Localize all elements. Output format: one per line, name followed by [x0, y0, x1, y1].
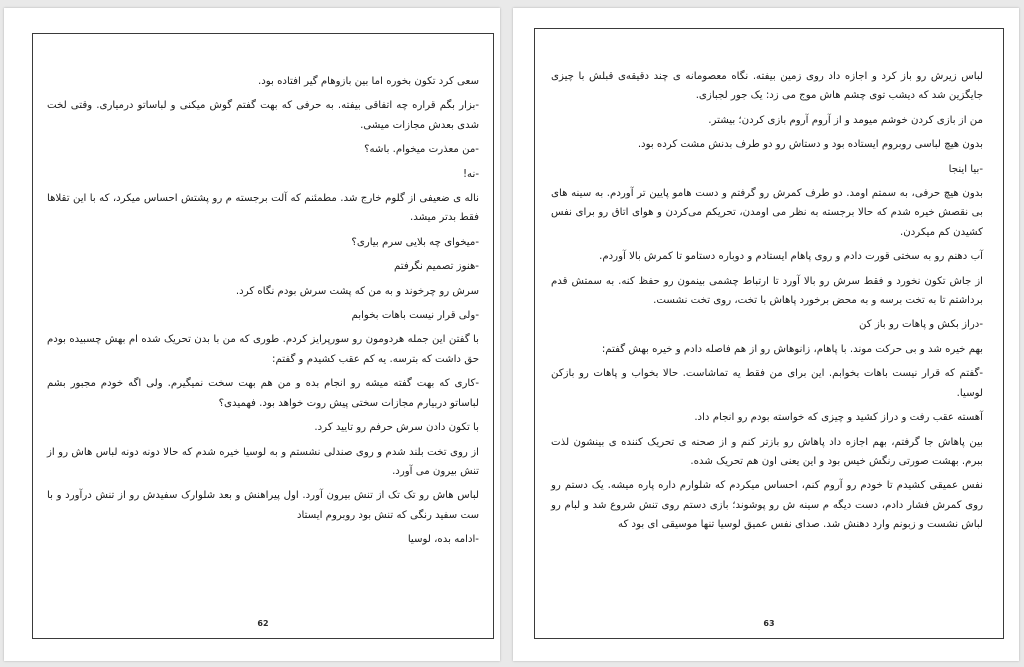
paragraph: لباس هاش رو تک تک از تنش بیرون آورد. اول پیراهنش و بعد شلوارک سفیدش رو از تنش درآورد و با ست سفید رنگی که تنش بود روبروم ایستاد — [47, 490, 479, 521]
paragraph: از روی تخت بلند شدم و روی صندلی نشستم و به لوسیا خیره شدم که حالا دونه دونه لباس هاش رو از تنش بیرون می آورد. — [47, 446, 479, 477]
paragraph: -گفتم که قرار نیست باهات بخوابم. این برای من فقط یه تماشاست. حالا بخواب و پاهات رو بازکن لوسیا. — [551, 368, 983, 399]
left-page-text — [47, 72, 479, 555]
paragraph: با تکون دادن سرش حرفم رو تایید کرد. — [314, 422, 479, 434]
paragraph: لباس زیرش رو باز کرد و اجازه داد روی زمین بیفته. نگاه معصومانه ی چند دقیقه‌ی قبلش با چیزی جایگزین شد که دیشب توی چشم هاش موج می زد: یک جور لجبازی. — [551, 71, 983, 102]
paragraph: بین پاهاش جا گرفتم، بهم اجازه داد پاهاش رو بازتر کنم و از صحنه ی تحریک کننده ی بینشون لذت ببرم. بهشت صورتی رنگش خیس بود و این یعنی اون هم تحریک شده. — [551, 436, 983, 467]
paragraph: بهم خیره شد و بی حرکت موند. با پاهام، زانوهاش رو از هم فاصله دادم و خیره بهش گفتم: — [601, 343, 983, 355]
page-number: 63 — [763, 619, 775, 628]
left-page — [4, 8, 500, 661]
right-page — [513, 8, 1019, 661]
paragraph: آب دهنم رو به سختی قورت دادم و روی پاهام ایستادم و دوباره دستامو تا کمرش بالا آوردم. — [599, 251, 983, 263]
right-page-text — [551, 67, 983, 540]
paragraph: -دراز بکش و پاهات رو باز کن — [859, 319, 983, 331]
page-number: 62 — [257, 619, 269, 628]
paragraph: آهسته عقب رفت و دراز کشید و چیزی که خواسته بودم رو انجام داد. — [694, 412, 983, 424]
paragraph: -بیا اینجا — [948, 163, 983, 175]
left-page-frame — [32, 33, 494, 639]
right-page-frame — [534, 28, 1004, 639]
paragraph: بدون هیچ لباسی روبروم ایستاده بود و دستاش رو دو طرف بدنش مشت کرده بود. — [637, 139, 983, 151]
paragraph: من از بازی کردن خوشم میومد و از آروم آروم بازی کردن؛ بیشتر. — [708, 114, 983, 126]
paragraph: سعی کرد تکون بخوره اما بین بازوهام گیر افتاده بود. — [257, 76, 479, 87]
paragraph: -ولی قرار نیست باهات بخوابم — [351, 310, 479, 322]
paragraph: بدون هیچ حرفی، به سمتم اومد. دو طرف کمرش رو گرفتم و دست هامو پایین تر آوردم. به سینه های بی نقصش خیره شدم که حالا برجسته به نظر می اومدن، تحریکم می‌کردن و هوای اتاق رو برای نفس کشیدن کم میکردن. — [551, 188, 983, 238]
paragraph: -هنوز تصمیم نگرفتم — [393, 261, 479, 273]
paragraph: با گفتن این جمله هردومون رو سورپرایز کردم. طوری که من با بدن تحریک شده ام بهش چسبیده بودم حق داشت که بترسه. یه کم عقب کشیدم و گفتم: — [47, 334, 479, 365]
paragraph: -نه! — [462, 168, 479, 180]
paragraph: -کاری که بهت گفته میشه رو انجام بده و من هم بهت سخت نمیگیرم. ولی اگه خودم مجبور بشم لباساتو دربیارم مجازات سختی پیش روت خواهد بود. فهمیدی؟ — [47, 378, 479, 409]
paragraph: سرش رو چرخوند و به من که پشت سرش بودم نگاه کرد. — [235, 285, 479, 297]
paragraph: -میخوای چه بلایی سرم بیاری؟ — [351, 236, 479, 248]
paragraph: از جاش تکون نخورد و فقط سرش رو بالا آورد تا ارتباط چشمی بینمون رو حفظ کنه. به سمتش قدم برداشتم تا به تخت برسه و به محض برخورد پاهاش با تخت، روی تخت نشست. — [551, 275, 983, 307]
paragraph: ناله ی ضعیفی از گلوم خارج شد. مطمئنم که آلت برجسته م رو پشتش احساس میکرد، که با این تقلاها فقط بدتر میشد. — [47, 193, 479, 224]
paragraph: نفس عمیقی کشیدم تا خودم رو آروم کنم، احساس میکردم که شلوارم داره پاره میشه. یک دستم رو روی کمرش فشار دادم، دست دیگه م سینه ش رو پوشوند؛ بازی دستم روی تنش شروع شد و لبام رو لباش نشست و زبونم وارد دهنش شد. صدای نفس عمیق لوسیا تنها موسیقی ای بود که — [551, 480, 983, 531]
paragraph: -من معذرت میخوام. باشه؟ — [364, 144, 479, 156]
paragraph: -ادامه بده، لوسیا — [407, 534, 479, 546]
paragraph: -بزار بگم قراره چه اتفاقی بیفته. به حرفی که بهت گفتم گوش میکنی و لباساتو درمیاری. وقتی لخت شدی بعدش مجازات میشی. — [47, 100, 479, 131]
